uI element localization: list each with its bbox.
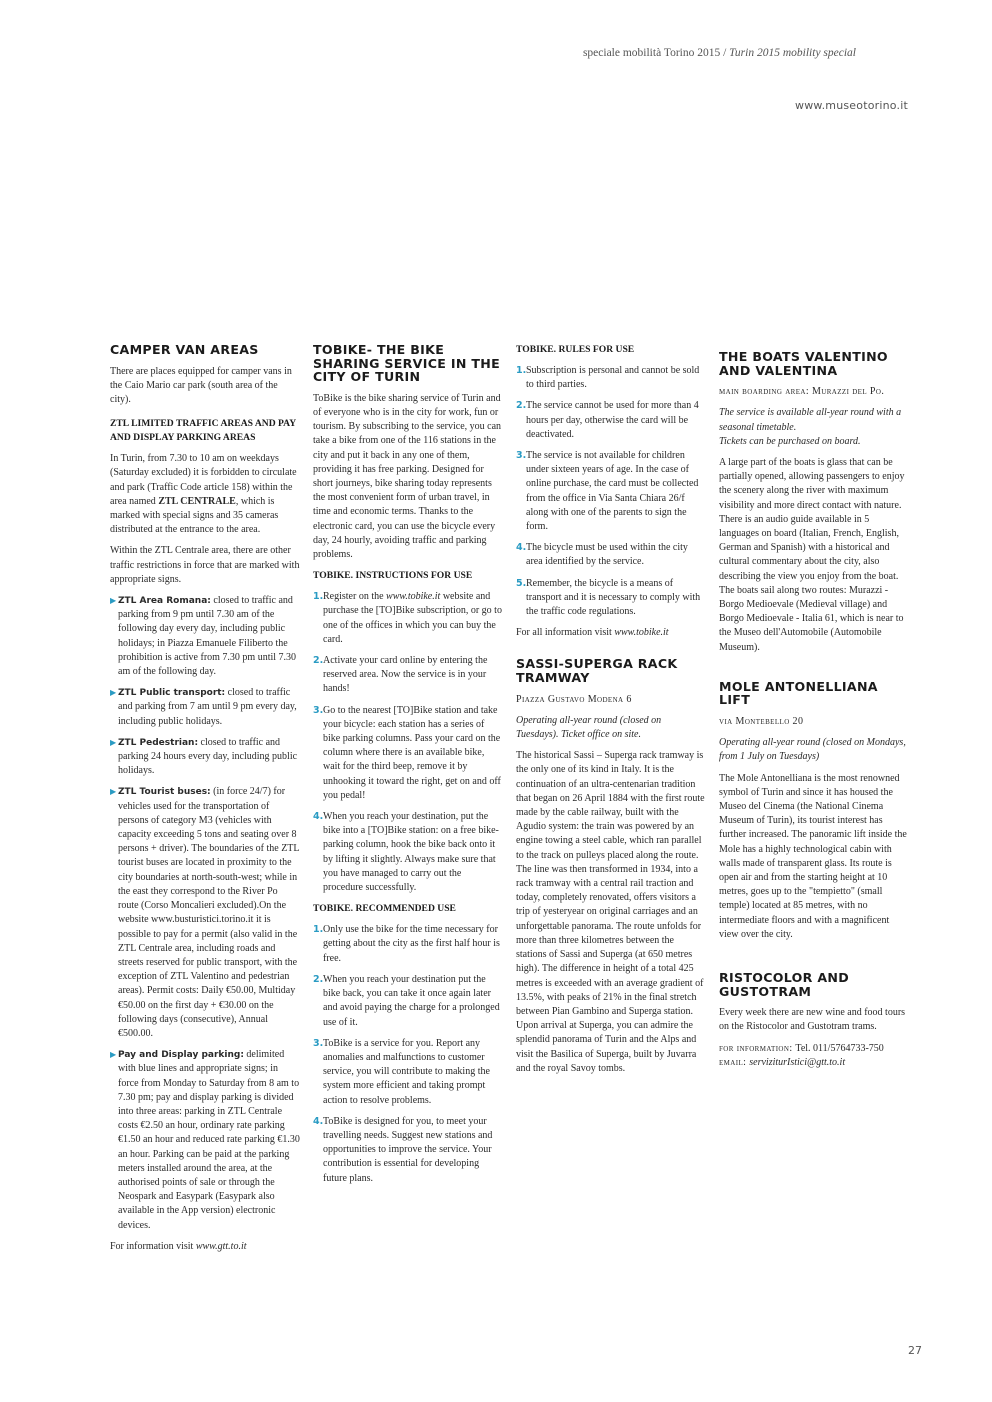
list-item: 4. When you reach your destination, put the bike into a [TO]Bike station: on a free bike-parking column, hook the bike back onto it by lifting it slightly. Always make sure that you have managed to carry out the procedure successfully. — [313, 811, 499, 894]
list-item: 1. Register on the www.tobike.it website and purchase the [TO]Bike subscription, or go to one of the offices in which you can buy the card. — [313, 591, 502, 645]
tobike-info: For all information visit www.tobike.it — [516, 627, 669, 639]
list-item: ▶ ZTL Public transport: closed to traffic and parking from 7 am until 9 pm every day, including public holidays. — [110, 686, 300, 729]
triangle-bullet-icon: ▶ — [110, 787, 117, 797]
ztl-text: In Turin, from 7.30 to 10 am on weekdays (Saturday excluded) it is forbidden to circulate and park (Traffic Code article 158) within the area named ZTL CENTRALE, which is marked with special signs and 35 cameras distributed at the entrance to the area. — [110, 453, 297, 536]
triangle-bullet-icon: ▶ — [110, 737, 117, 747]
triangle-bullet-icon: ▶ — [110, 1050, 117, 1060]
list-item: ▶ ZTL Pedestrian: closed to traffic and parking 24 hours every day, including public holidays. — [110, 736, 300, 779]
list-item: 3. ToBike is a service for you. Report any anomalies and malfunctions to customer service, you will contribute to making the system more efficient and taking prompt action to resolve problems. — [313, 1037, 490, 1106]
ristocolor-heading: RISTOCOLOR AND GUSTOTRAM — [719, 970, 850, 999]
email-link[interactable]: serviziturIstici@gtt.to.it — [749, 1056, 846, 1068]
ztl-heading: ZTL LIMITED TRAFFIC AREAS AND PAY AND DISPLAY PARKING AREAS — [110, 418, 296, 444]
website-url[interactable]: www.museotorino.it — [795, 99, 908, 112]
camper-heading: CAMPER VAN AREAS — [110, 342, 259, 357]
sassi-text: The historical Sassi – Superga rack tramway is the only one of its kind in Italy. It is the continuation of an ultra-centenarian tradition that began on 26 April 1884 with the first route made by the cable railway, built with the Agudio system: the train was powered by an engine towing a steel cable, which ran parallel to the track on pulleys placed along the route. The line was then transformed in 1934, into a rack tramway with a central rail traction and today, completely renovated, offers visitors a trip of yesteryear on original carriages and an unforgettable panorama. The route unfolds for more than three kilometres between the stations of Sassi and Superga (at 650 metres high). The difference in height of a total 425 metres is exceeded with an average gradient of 13.5%, with peaks of 21% in the final stretch between Pian Gambino and Superga station. Upon arrival at Superga, you can admire the splendid panorama of Turin and the Alps and visit the Basilica of Superga, built by Juvarra and the royal Savoy tombs. — [516, 750, 705, 1074]
gtt-info: For information visit www.gtt.to.it — [110, 1240, 247, 1252]
gtt-link[interactable]: www.gtt.to.it — [195, 1240, 247, 1252]
header-title-en: Turin 2015 mobility special — [729, 47, 856, 59]
tobike-link[interactable]: www.tobike.it — [386, 591, 441, 603]
column-4 — [719, 350, 909, 1077]
list-item: 2. Activate your card online by entering the reserved area. Now the service is in your hands! — [313, 655, 488, 695]
sassi-heading: SASSI-SUPERGA RACK TRAMWAY — [516, 656, 678, 686]
instructions-list — [313, 590, 503, 895]
page-number: 27 — [908, 1344, 922, 1357]
mole-text: The Mole Antonelliana is the most renowned symbol of Turin and since it has housed the Museo del Cinema (the National Cinema Museum of Turin), its tourist interest has further increased. The panoramic lift inside the Mole has a highly technological cabin with walls made of transparent glass. Its route is open air and from the starting height at 10 metres, goes up to the "tempietto" (small temple) located at 85 metres, with no intermediate floors and with a magnificent view over the city. — [719, 772, 907, 940]
header-title-it: speciale mobilità Torino 2015 / — [582, 47, 730, 59]
recommended-list — [313, 923, 503, 1185]
list-item: 1. Only use the bike for the time necessary for getting about the city as the first half hour is free. — [313, 924, 500, 964]
list-item: 5. Remember, the bicycle is a means of transport and it is necessary to comply with the traffic code regulations. — [516, 577, 701, 618]
ristocolor-text: Every week there are new wine and food tours on the Ristocolor and Gustotram trams. — [719, 1007, 906, 1033]
column-1 — [110, 343, 300, 1261]
sassi-address: Piazza Gustavo Modena 6 — [516, 693, 632, 705]
list-item: 3. Go to the nearest [TO]Bike station and take your bicycle: each station has a series of bike parking columns. Pass your card on the column where there is an available bike, wait for the third beep, remove it by unhooking it toward the right, get on and off you pedal! — [313, 704, 501, 801]
list-item: ▶ ZTL Tourist buses: (in force 24/7) for vehicles used for the transportation of persons of category M3 (vehicles with capacity exceeding 5 tons and seating over 8 persons + driver). The boundaries of the ZTL tourist buses are located in proximity to the city boundaries at north-south-west; while in the east they correspond to the River Po route (Corso Moncalieri excluded).On the website www.busturistici.torino.it it is possible to pay for a permit (also valid in the ZTL Centrale area, including roads and streets reserved for public transport, with the exception of ZTL Valentino and pedestrian areas). Permit costs: Daily €50.00, Multiday €50.00 on the first day + €30.00 on the following days (consecutive), Annual €500.00. — [110, 785, 300, 1041]
list-item: 3. The service is not available for children under sixteen years of age. In the case of online purchase, the card must be collected from the office in Via Santa Chiara 26/f along with one of the parents to sign the form. — [516, 450, 699, 533]
mole-hours: Operating all-year round (closed on Mondays, from 1 July on Tuesdays) — [719, 737, 906, 763]
boats-area: main boarding area: Murazzi del Po. — [719, 386, 885, 398]
list-item: ▶ ZTL Area Romana: closed to traffic and parking from 9 pm until 7.30 am of the following day every day, including public holidays; in Piazza Emanuele Filiberto the prohibition is active from 7.30 pm until 7.30 am of the following day. — [110, 594, 300, 679]
tobike-intro: ToBike is the bike sharing service of Turin and of everyone who is in the city for work, fun or tourism. By subscribing to the service, you can take a bike from one of the 116 stations in the city and put it back in any one of them, providing it has free parking. Designed for short journeys, bike sharing today represents the most convenient form of urban travel, in time and economic terms. Thanks to the electronic card, you can use the bicycle every day, 24 hourly, avoiding traffic and parking problems. — [313, 392, 502, 561]
rules-list — [516, 364, 706, 619]
camper-text: There are places equipped for camper vans in the Caio Mario car park (south area of the city). — [110, 365, 292, 405]
column-3 — [516, 343, 706, 1083]
ristocolor-email: email: serviziturIstici@gtt.to.it — [719, 1056, 846, 1068]
tobike-info-link[interactable]: www.tobike.it — [614, 627, 669, 639]
list-item: 2. When you reach your destination put the bike back, you can take it once again later and avoid paying the charge for a prolonged use of it. — [313, 973, 500, 1028]
boats-heading: THE BOATS VALENTINO AND VALENTINA — [719, 349, 888, 378]
list-item: ▶ Pay and Display parking: delimited with blue lines and appropriate signs; in force from Monday to Saturday from 8 am to 7.30 pm; pay and display parking is divided into three areas: parking in ZTL Centrale costs €2.50 an hour, ordinary rate parking €1.50 an hour and reduced rate parking €1.30 an hour. Parking can be paid at the parking meters installed around the area, at the authorised points of sale or through the Neospark and Easypark (Easypark also available in the App version) electronic devices. — [110, 1048, 300, 1233]
sassi-hours: Operating all-year round (closed on Tuesdays). Ticket office on site. — [516, 714, 662, 741]
tobike-instructions-heading: TOBIKE. INSTRUCTIONS FOR USE — [313, 570, 473, 582]
boats-hours: The service is available all-year round with a seasonal timetable. Tickets can be purchased on board. — [719, 407, 902, 447]
list-item: 4. The bicycle must be used within the city area identified by the service. — [516, 542, 688, 568]
triangle-bullet-icon: ▶ — [110, 688, 117, 698]
running-header — [583, 47, 856, 59]
tobike-rules-heading: TOBIKE. RULES FOR USE — [516, 344, 635, 355]
triangle-bullet-icon: ▶ — [110, 596, 117, 606]
list-item: 2. The service cannot be used for more than 4 hours per day, otherwise the card will be deactivated. — [516, 400, 699, 440]
mole-address: via Montebello 20 — [719, 716, 804, 728]
list-item: 4. ToBike is designed for you, to meet your travelling needs. Suggest new stations and opportunities to improve the service. Your contribution is essential for developing future plans. — [313, 1115, 493, 1184]
ristocolor-info: for information: Tel. 011/5764733-750 — [719, 1042, 884, 1054]
boats-text: A large part of the boats is glass that can be partially opened, allowing passengers to enjoy the scenery along the river with maximum visibility and more direct contact with nature. There is an audio guide available in 5 languages on board (Italian, French, English, German and Spanish) with a historical and cultural commentary about the city, also describing the view you enjoy from the boat. The boats sail along two routes: Murazzi - Borgo Medioevale (Medieval village) and Borgo Medioevale - Italia 61, which is near to the Museo dell'Automobile (Automobile Museum). — [719, 457, 905, 653]
tobike-recommended-heading: TOBIKE. RECOMMENDED USE — [313, 903, 456, 915]
tobike-heading: TOBIKE- THE BIKE SHARING SERVICE IN THE CITY OF TURIN — [313, 342, 500, 385]
mole-heading: MOLE ANTONELLIANA LIFT — [719, 678, 878, 708]
ztl-text-2: Within the ZTL Centrale area, there are other traffic restrictions in force that are marked with appropriate signs. — [110, 545, 300, 585]
list-item: 1. Subscription is personal and cannot be sold to third parties. — [516, 365, 700, 391]
column-2 — [313, 343, 503, 1193]
